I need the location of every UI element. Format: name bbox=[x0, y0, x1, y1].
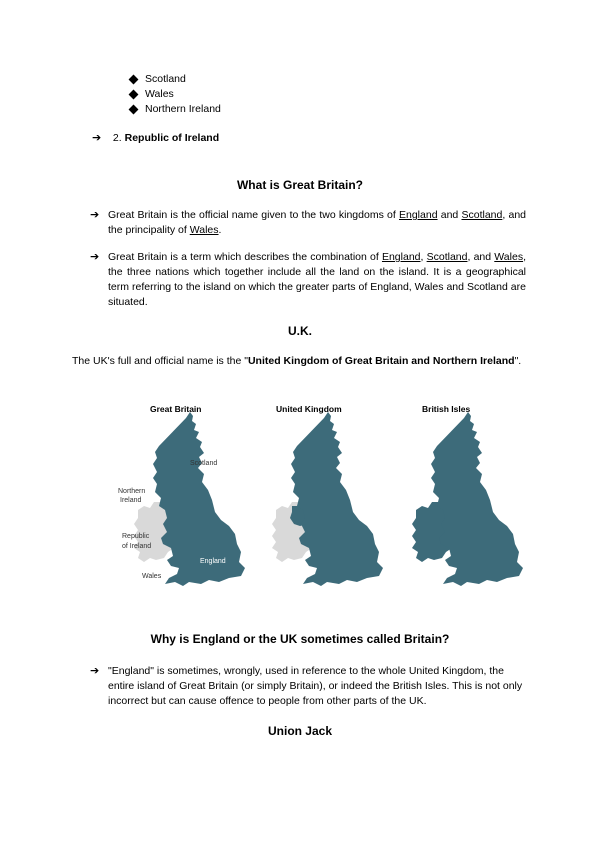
map-title: United Kingdom bbox=[276, 404, 342, 414]
map-united-kingdom bbox=[272, 412, 383, 586]
heading-great-britain: What is Great Britain? bbox=[236, 178, 364, 192]
diamond-bullet-icon bbox=[129, 105, 139, 115]
great-britain-shape bbox=[153, 412, 245, 586]
gb-bullet-1: ➔ Great Britain is the official name given to the two kingdoms of England and Scotland, and the principality of Wales. bbox=[90, 209, 527, 236]
heading-uk: U.K. bbox=[288, 324, 312, 338]
arrow-icon: ➔ bbox=[92, 132, 102, 144]
uk-paragraph: The UK's full and official name is the "United Kingdom of Great Britain and Northern Ireland". bbox=[72, 355, 522, 367]
link-scotland[interactable]: Scotland bbox=[426, 251, 468, 263]
list-item: Wales bbox=[128, 87, 221, 102]
great-britain-shape bbox=[431, 412, 523, 586]
link-england[interactable]: England bbox=[381, 251, 421, 263]
map-british-isles bbox=[412, 412, 523, 586]
svg-text:Scotland: Scotland bbox=[190, 460, 218, 467]
svg-text:Ireland: Ireland bbox=[120, 497, 142, 504]
map-title: British Isles bbox=[422, 404, 471, 414]
great-britain-shape bbox=[291, 412, 383, 586]
diamond-bullet-icon bbox=[129, 90, 139, 100]
map-title: Great Britain bbox=[150, 404, 202, 414]
svg-text:Northern: Northern bbox=[118, 488, 146, 495]
map-great-britain bbox=[118, 412, 245, 586]
link-wales[interactable]: Wales bbox=[189, 224, 219, 236]
svg-text:of Ireland: of Ireland bbox=[122, 543, 152, 550]
why-bullet: ➔ "England" is sometimes, wrongly, used in reference to the whole United Kingdom, the entire island of Great Britain (or simply Britain), or indeed the British Isles. This is not only incorrect but can cause offence to people from other parts of the UK. bbox=[90, 665, 523, 707]
british-isles-maps bbox=[108, 398, 528, 594]
republic-item: ➔ 2. Republic of Ireland bbox=[92, 132, 220, 144]
country-list bbox=[128, 72, 221, 117]
list-item: Scotland bbox=[128, 72, 221, 87]
arrow-icon: ➔ bbox=[90, 665, 100, 677]
arrow-icon: ➔ bbox=[90, 251, 100, 263]
heading-union-jack: Union Jack bbox=[267, 724, 333, 738]
svg-text:Republic: Republic bbox=[122, 533, 150, 540]
diamond-bullet-icon bbox=[129, 75, 139, 85]
heading-why-britain: Why is England or the UK sometimes called Britain? bbox=[150, 632, 450, 646]
arrow-icon: ➔ bbox=[90, 209, 100, 221]
svg-text:Wales: Wales bbox=[142, 573, 162, 580]
gb-bullet-2: ➔ Great Britain is a term which describes the combination of England, Scotland, and Wales, the three nations which together include all the land on the island. It is a geographical term referring to the island on which the greater parts of England, Wales and Scotland are situated. bbox=[90, 251, 526, 308]
list-item: Northern Ireland bbox=[128, 102, 221, 117]
link-wales[interactable]: Wales bbox=[494, 251, 524, 263]
link-scotland[interactable]: Scotland bbox=[461, 209, 503, 221]
svg-text:England: England bbox=[200, 558, 226, 565]
link-england[interactable]: England bbox=[399, 209, 438, 221]
